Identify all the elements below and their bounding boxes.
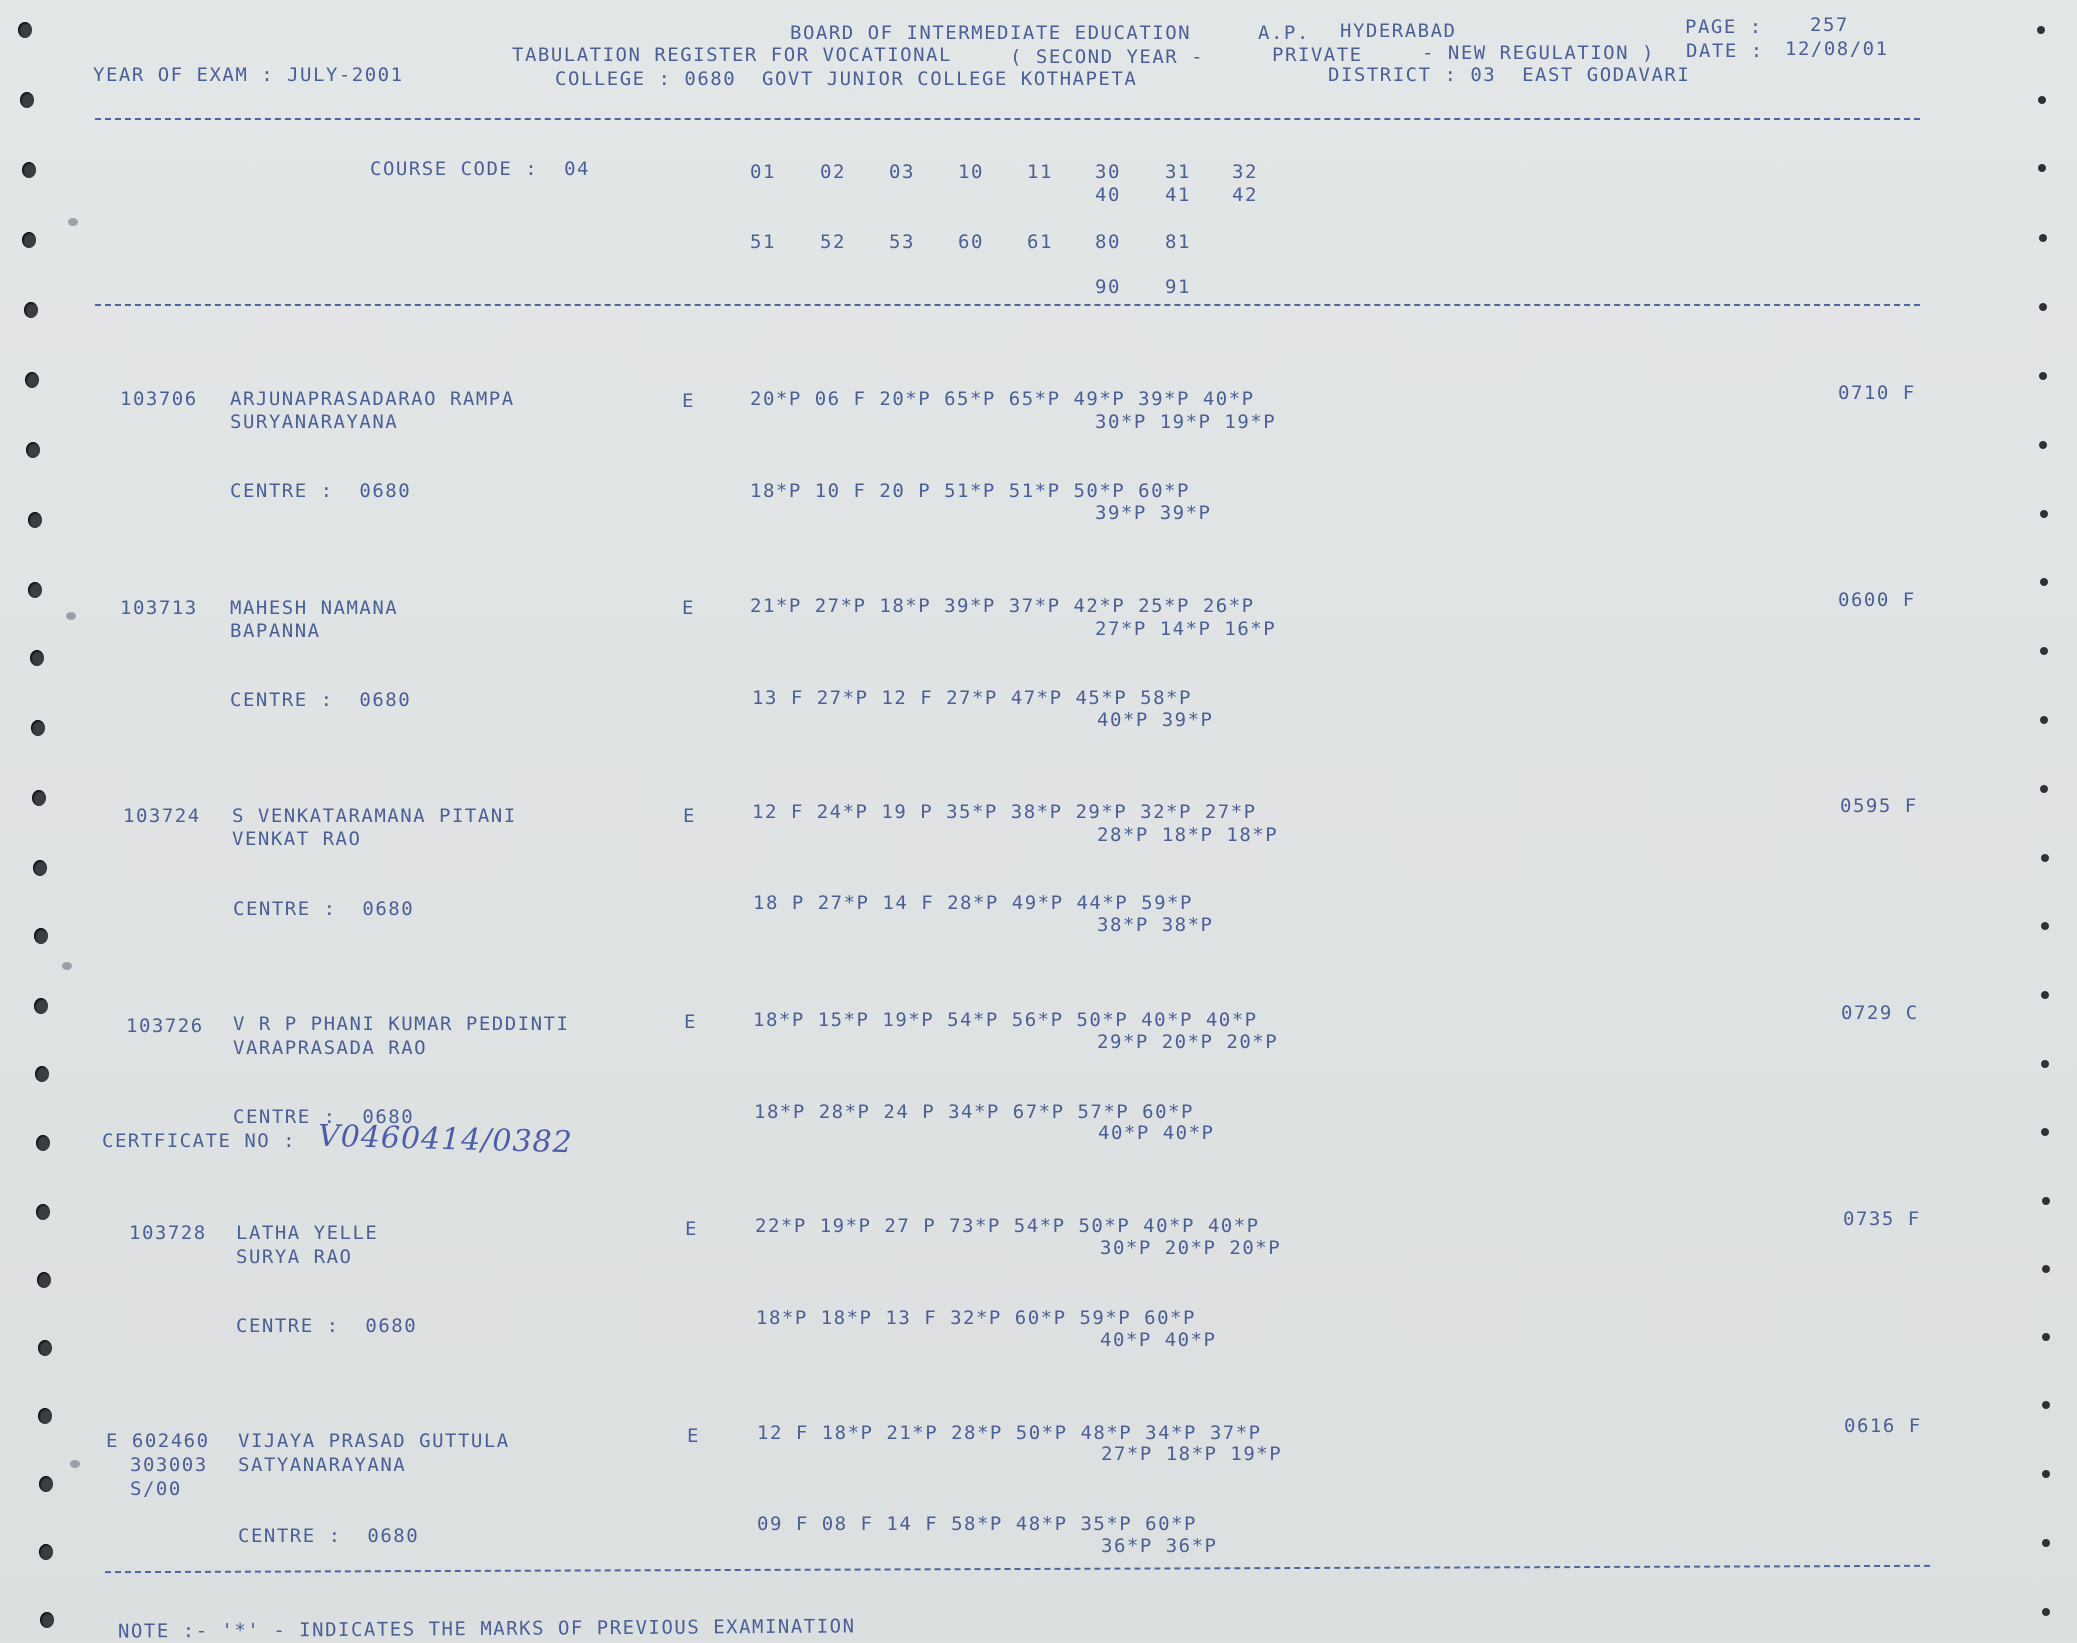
left-feed-hole <box>28 582 42 598</box>
right-feed-hole <box>2042 1608 2050 1616</box>
student-marks: 18*P 10 F 20 P 51*P 51*P 50*P 60*P <box>750 480 1190 502</box>
subject-code: 53 <box>889 231 915 253</box>
student-medium: E <box>682 390 695 412</box>
student-father-name: SURYA RAO <box>236 1246 353 1268</box>
right-feed-hole <box>2040 510 2048 518</box>
left-feed-hole <box>37 1272 51 1288</box>
student-id: 103713 <box>120 597 198 619</box>
right-feed-hole <box>2042 1539 2050 1547</box>
student-id: 103706 <box>120 388 198 410</box>
student-centre: CENTRE : 0680 <box>233 898 415 920</box>
course-code: COURSE CODE : 04 <box>370 158 590 180</box>
subject-code: 81 <box>1165 231 1191 253</box>
student-marks: 40*P 40*P <box>1100 1329 1217 1351</box>
register-regulation: - NEW REGULATION ) <box>1422 42 1655 64</box>
student-total: 0600 F <box>1838 589 1916 611</box>
left-feed-hole <box>32 790 46 806</box>
right-feed-hole <box>2042 1401 2050 1409</box>
student-marks: 29*P 20*P 20*P <box>1097 1031 1279 1053</box>
subject-code: 41 <box>1165 184 1191 206</box>
student-id: 103728 <box>129 1222 207 1244</box>
left-feed-hole <box>31 720 45 736</box>
left-feed-hole <box>30 650 44 666</box>
student-father-name: BAPANNA <box>230 620 321 642</box>
student-father-name: VARAPRASADA RAO <box>233 1037 428 1059</box>
student-marks: 18*P 18*P 13 F 32*P 60*P 59*P 60*P <box>756 1307 1196 1329</box>
city: HYDERABAD <box>1340 20 1457 42</box>
left-feed-hole <box>22 162 36 178</box>
student-marks: 13 F 27*P 12 F 27*P 47*P 45*P 58*P <box>752 687 1192 709</box>
left-feed-hole <box>36 1204 50 1220</box>
right-feed-hole <box>2040 578 2048 586</box>
student-marks: 18 P 27*P 14 F 28*P 49*P 44*P 59*P <box>753 892 1193 914</box>
subject-code: 10 <box>958 161 984 183</box>
student-centre: CENTRE : 0680 <box>233 1106 415 1128</box>
subject-code: 03 <box>889 161 915 183</box>
left-feed-hole <box>25 372 39 388</box>
footer-divider <box>105 1565 1930 1573</box>
student-medium: E <box>684 1011 697 1033</box>
student-father-name: SURYANARAYANA <box>230 411 399 433</box>
left-feed-hole <box>35 1066 49 1082</box>
subject-code: 30 <box>1095 161 1121 183</box>
left-feed-hole <box>38 1340 52 1356</box>
page-label: PAGE : <box>1685 16 1763 38</box>
left-feed-hole <box>33 860 47 876</box>
right-feed-hole <box>2040 716 2048 724</box>
subject-code: 61 <box>1027 231 1053 253</box>
left-feed-hole <box>18 22 32 38</box>
left-feed-hole <box>39 1544 53 1560</box>
print-date: 12/08/01 <box>1785 38 1889 60</box>
certificate-label: CERTFICATE NO : <box>102 1130 297 1152</box>
student-centre: CENTRE : 0680 <box>236 1315 418 1337</box>
student-father-name: SATYANARAYANA <box>238 1454 407 1476</box>
student-name: MAHESH NAMANA <box>230 597 399 619</box>
register-title: TABULATION REGISTER FOR VOCATIONAL <box>512 44 952 66</box>
student-id-tertiary: S/00 <box>130 1478 182 1500</box>
student-id-secondary: 303003 <box>130 1454 208 1476</box>
subject-code: 11 <box>1027 161 1053 183</box>
right-feed-hole <box>2041 1128 2049 1136</box>
student-name: V R P PHANI KUMAR PEDDINTI <box>233 1013 570 1035</box>
student-total: 0595 F <box>1840 795 1918 817</box>
state: A.P. <box>1258 22 1310 44</box>
subject-code: 80 <box>1095 231 1121 253</box>
right-feed-hole <box>2038 96 2046 104</box>
student-marks: 28*P 18*P 18*P <box>1097 824 1279 846</box>
page-number: 257 <box>1810 14 1849 36</box>
student-total: 0729 C <box>1841 1002 1919 1024</box>
left-feed-hole <box>28 512 42 528</box>
student-marks: 40*P 40*P <box>1098 1122 1215 1144</box>
student-marks: 12 F 24*P 19 P 35*P 38*P 29*P 32*P 27*P <box>752 801 1257 823</box>
student-marks: 27*P 18*P 19*P <box>1101 1443 1283 1465</box>
student-marks: 30*P 19*P 19*P <box>1095 411 1277 433</box>
subject-code: 51 <box>750 231 776 253</box>
subject-code: 91 <box>1165 276 1191 298</box>
district-name: DISTRICT : 03 EAST GODAVARI <box>1328 64 1691 86</box>
subject-code: 52 <box>820 231 846 253</box>
course-divider <box>95 304 1920 306</box>
student-name: VIJAYA PRASAD GUTTULA <box>238 1430 510 1452</box>
college-name: COLLEGE : 0680 GOVT JUNIOR COLLEGE KOTHAPETA <box>555 68 1138 90</box>
subject-code: 40 <box>1095 184 1121 206</box>
student-marks: 20*P 06 F 20*P 65*P 65*P 49*P 39*P 40*P <box>750 388 1255 410</box>
board-name: BOARD OF INTERMEDIATE EDUCATION <box>790 22 1192 44</box>
student-id: 103724 <box>123 805 201 827</box>
subject-code: 90 <box>1095 276 1121 298</box>
student-id: E 602460 <box>106 1430 210 1452</box>
right-feed-hole <box>2042 1333 2050 1341</box>
left-feed-hole <box>20 92 34 108</box>
ink-mark <box>62 962 72 970</box>
subject-code: 32 <box>1232 161 1258 183</box>
header-divider <box>95 118 1920 120</box>
left-feed-hole <box>26 442 40 458</box>
right-feed-hole <box>2041 1060 2049 1068</box>
right-feed-hole <box>2039 234 2047 242</box>
student-name: LATHA YELLE <box>236 1222 379 1244</box>
subject-code: 02 <box>820 161 846 183</box>
student-total: 0616 F <box>1844 1415 1922 1437</box>
student-marks: 12 F 18*P 21*P 28*P 50*P 48*P 34*P 37*P <box>757 1422 1262 1444</box>
ink-mark <box>70 1460 80 1468</box>
student-marks: 18*P 15*P 19*P 54*P 56*P 50*P 40*P 40*P <box>753 1009 1258 1031</box>
footer-note: NOTE :- '*' - INDICATES THE MARKS OF PREVIOUS EXAMINATION <box>117 1615 856 1643</box>
student-name: ARJUNAPRASADARAO RAMPA <box>230 388 515 410</box>
right-feed-hole <box>2041 922 2049 930</box>
student-centre: CENTRE : 0680 <box>230 480 412 502</box>
left-feed-hole <box>40 1612 54 1628</box>
left-feed-hole <box>34 998 48 1014</box>
student-father-name: VENKAT RAO <box>232 828 362 850</box>
student-marks: 40*P 39*P <box>1097 709 1214 731</box>
right-feed-hole <box>2038 164 2046 172</box>
student-marks: 21*P 27*P 18*P 39*P 37*P 42*P 25*P 26*P <box>750 595 1255 617</box>
right-feed-hole <box>2042 1265 2050 1273</box>
ink-mark <box>66 612 76 620</box>
student-medium: E <box>687 1425 700 1447</box>
student-medium: E <box>685 1218 698 1240</box>
right-feed-hole <box>2042 1470 2050 1478</box>
student-total: 0735 F <box>1843 1208 1921 1230</box>
right-feed-hole <box>2037 26 2045 34</box>
register-year: ( SECOND YEAR - <box>1010 46 1205 68</box>
left-feed-hole <box>34 928 48 944</box>
left-feed-hole <box>24 302 38 318</box>
subject-code: 60 <box>958 231 984 253</box>
right-feed-hole <box>2039 303 2047 311</box>
ink-mark <box>68 218 78 226</box>
right-feed-hole <box>2041 854 2049 862</box>
student-marks: 27*P 14*P 16*P <box>1095 618 1277 640</box>
subject-code: 31 <box>1165 161 1191 183</box>
student-marks: 39*P 39*P <box>1095 502 1212 524</box>
right-feed-hole <box>2042 1197 2050 1205</box>
right-feed-hole <box>2039 372 2047 380</box>
right-feed-hole <box>2040 647 2048 655</box>
subject-code: 01 <box>750 161 776 183</box>
student-marks: 38*P 38*P <box>1097 914 1214 936</box>
right-feed-hole <box>2040 785 2048 793</box>
handwritten-certificate-number: V0460414/0382 <box>317 1118 574 1161</box>
student-name: S VENKATARAMANA PITANI <box>232 805 517 827</box>
student-centre: CENTRE : 0680 <box>238 1525 420 1547</box>
student-medium: E <box>683 805 696 827</box>
subject-code: 42 <box>1232 184 1258 206</box>
left-feed-hole <box>38 1408 52 1424</box>
student-marks: 18*P 28*P 24 P 34*P 67*P 57*P 60*P <box>754 1101 1194 1123</box>
left-feed-hole <box>22 232 36 248</box>
student-id: 103726 <box>126 1015 204 1037</box>
right-feed-hole <box>2041 991 2049 999</box>
student-total: 0710 F <box>1838 382 1916 404</box>
student-marks: 30*P 20*P 20*P <box>1100 1237 1282 1259</box>
student-marks: 09 F 08 F 14 F 58*P 48*P 35*P 60*P <box>757 1513 1197 1535</box>
student-marks: 36*P 36*P <box>1101 1535 1218 1557</box>
student-centre: CENTRE : 0680 <box>230 689 412 711</box>
left-feed-hole <box>39 1476 53 1492</box>
date-label: DATE : <box>1686 40 1764 62</box>
right-feed-hole <box>2039 441 2047 449</box>
student-marks: 22*P 19*P 27 P 73*P 54*P 50*P 40*P 40*P <box>755 1215 1260 1237</box>
student-medium: E <box>682 597 695 619</box>
register-category: PRIVATE <box>1272 44 1363 66</box>
left-feed-hole <box>36 1135 50 1151</box>
exam-year: YEAR OF EXAM : JULY-2001 <box>93 64 404 86</box>
